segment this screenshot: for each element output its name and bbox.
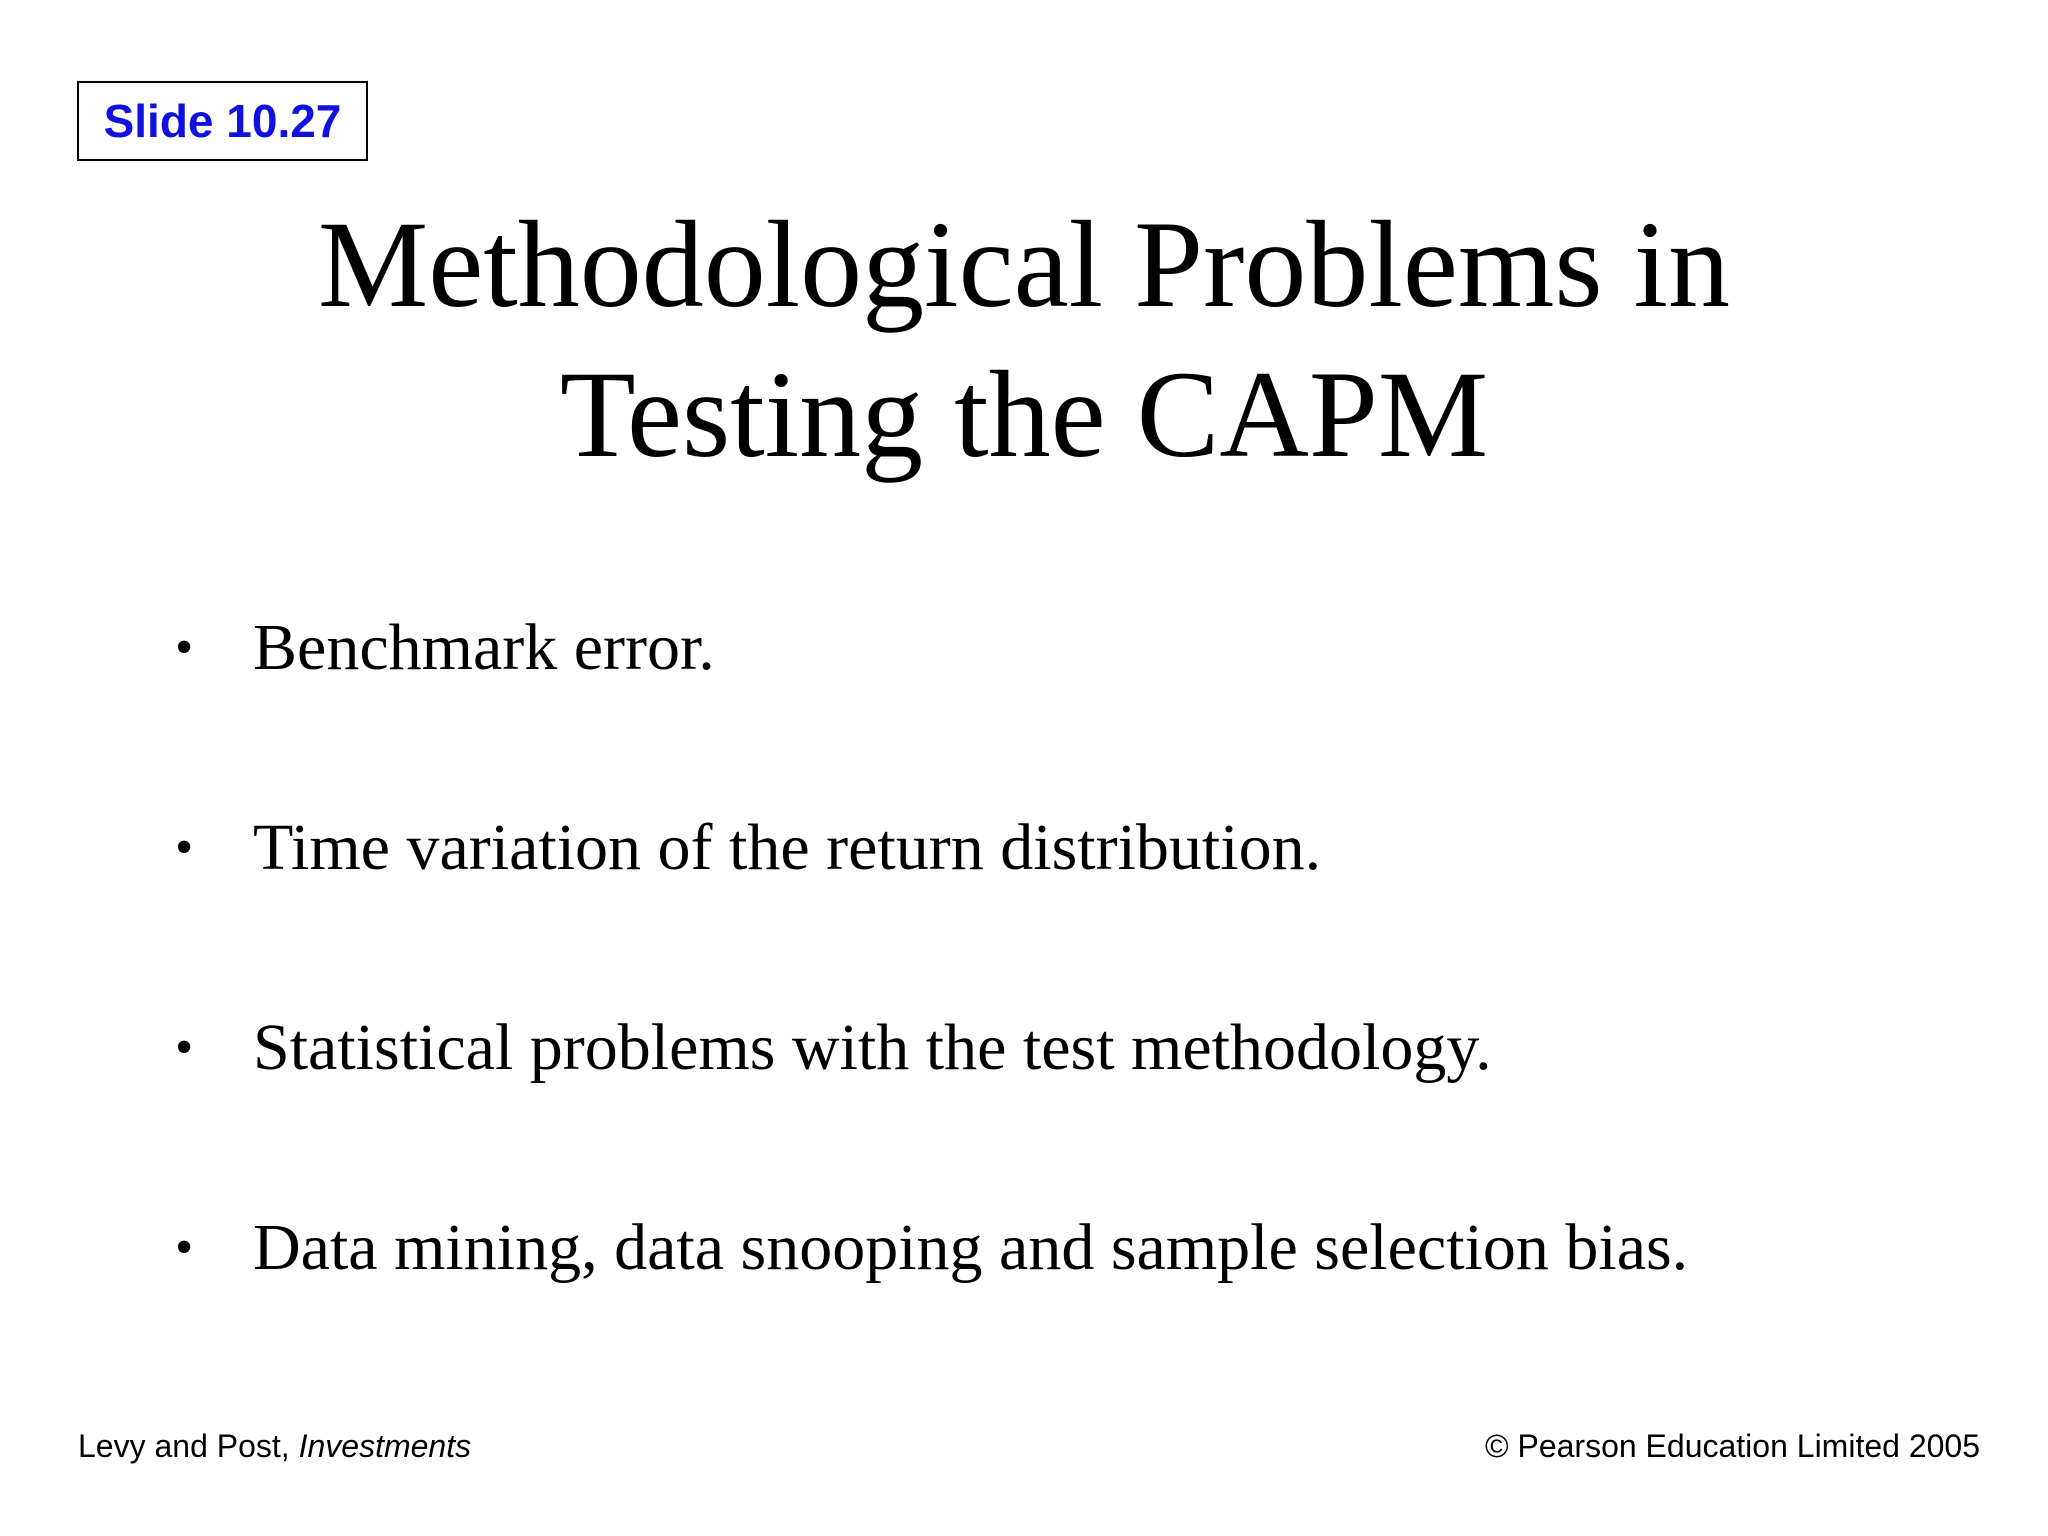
slide-title-line-1: Methodological Problems in (317, 196, 1731, 333)
slide-number-badge: Slide 10.27 (77, 81, 368, 161)
footer-book-title: Investments (298, 1428, 472, 1464)
bullet-item (175, 1000, 1995, 1200)
bullet-item (175, 1200, 1995, 1400)
bullet-icon: • (175, 1219, 194, 1276)
bullet-text: Benchmark error. (253, 611, 715, 684)
bullet-text: Statistical problems with the test methodology. (253, 1011, 1492, 1084)
bullet-list (175, 600, 1995, 1400)
slide-title (0, 190, 2048, 490)
footer-copyright: © Pearson Education Limited 2005 (1485, 1428, 1980, 1464)
bullet-icon: • (175, 619, 194, 676)
bullet-text: Data mining, data snooping and sample selection bias. (253, 1211, 1689, 1284)
bullet-text: Time variation of the return distribution. (253, 811, 1322, 884)
bullet-icon: • (175, 819, 194, 876)
bullet-item (175, 600, 1995, 800)
slide-title-line-2: Testing the CAPM (559, 346, 1489, 483)
footer-authors: Levy and Post, (78, 1428, 299, 1464)
footer-citation (78, 1428, 471, 1465)
bullet-icon: • (175, 1019, 194, 1076)
bullet-item (175, 800, 1995, 1000)
